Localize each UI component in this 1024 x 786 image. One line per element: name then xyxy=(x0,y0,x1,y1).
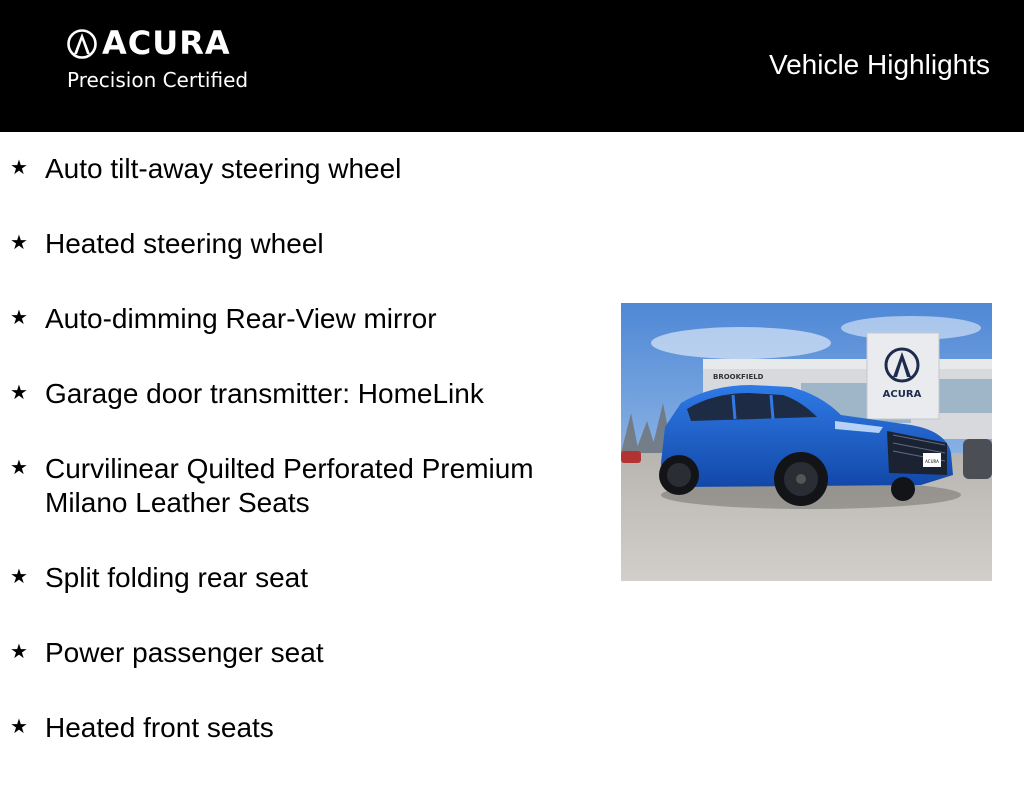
vehicle-photo-illustration xyxy=(621,303,992,581)
feature-text: Split folding rear seat xyxy=(45,562,309,593)
star-icon: ★ xyxy=(10,230,28,254)
feature-text: Heated front seats xyxy=(45,712,274,743)
feature-item xyxy=(10,711,600,745)
plate-text: ACURA xyxy=(925,459,939,464)
star-icon: ★ xyxy=(10,455,28,479)
feature-list xyxy=(10,152,600,786)
star-icon: ★ xyxy=(10,639,28,663)
page-title: Vehicle Highlights xyxy=(768,49,990,80)
feature-text: Garage door transmitter: HomeLink xyxy=(45,378,484,409)
brand-name: ACURA xyxy=(102,24,231,62)
feature-text: Heated steering wheel xyxy=(45,228,324,259)
star-icon: ★ xyxy=(10,155,28,179)
dealership-sign-text: BROOKFIELD xyxy=(713,373,764,381)
brand-logo xyxy=(66,26,276,96)
header-bar xyxy=(0,0,1024,132)
feature-item xyxy=(10,152,600,186)
feature-item xyxy=(10,636,600,670)
star-icon: ★ xyxy=(10,305,28,329)
feature-text: Curvilinear Quilted Perforated Premium Milano Leather Seats xyxy=(45,453,534,518)
building-sign-text: ACURA xyxy=(882,389,922,400)
feature-item xyxy=(10,561,600,595)
feature-text: Auto tilt-away steering wheel xyxy=(45,153,402,184)
feature-text: Power passenger seat xyxy=(45,637,324,668)
feature-item xyxy=(10,377,600,411)
star-icon: ★ xyxy=(10,714,28,738)
brand-tagline: Precision Certified xyxy=(67,68,249,92)
feature-item xyxy=(10,452,585,520)
star-icon: ★ xyxy=(10,564,28,588)
star-icon: ★ xyxy=(10,380,28,404)
feature-item xyxy=(10,227,600,261)
acura-caliper-icon xyxy=(66,28,98,60)
vehicle-photo xyxy=(621,303,992,581)
feature-text: Auto-dimming Rear-View mirror xyxy=(45,303,437,334)
feature-item xyxy=(10,302,600,336)
